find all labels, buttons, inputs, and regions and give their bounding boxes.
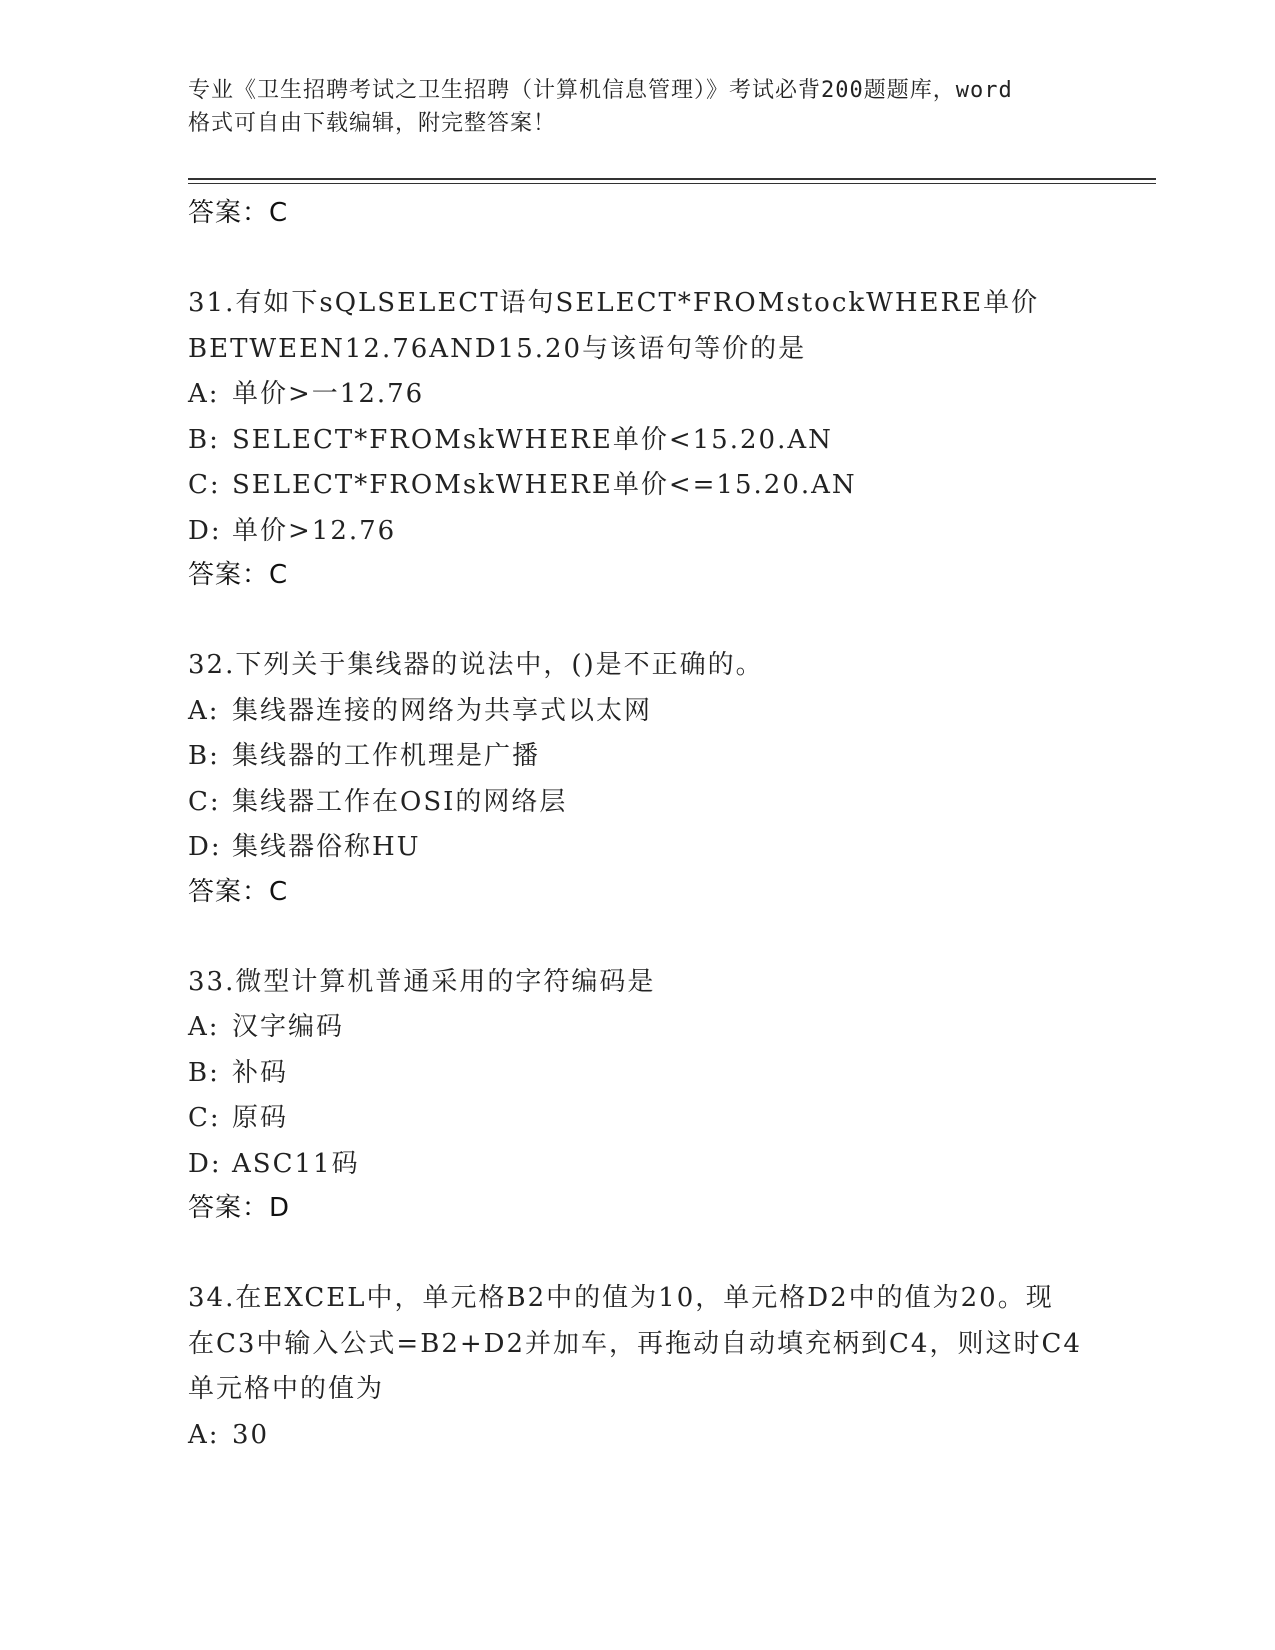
header-rule-thick (188, 178, 1156, 180)
option-key: D: (188, 832, 222, 862)
answer-line: 答案：C (188, 876, 289, 907)
option-text: SELECT*FROMskWHERE单价<=15.20.AN (232, 470, 857, 500)
option-key: C: (188, 470, 221, 500)
question-stem-line: 31.有如下sQLSELECT语句SELECT*FROMstockWHERE单价 (188, 288, 1040, 318)
option-b (188, 1051, 1156, 1097)
question-block (188, 643, 1156, 915)
spacer (188, 598, 1156, 643)
option-a (188, 689, 1156, 735)
question-block (188, 960, 1156, 1232)
header-line-2: 格式可自由下载编辑，附完整答案！ (188, 111, 557, 136)
option-key: A: (188, 379, 220, 409)
option-d (188, 825, 1156, 871)
option-text: ASC11码 (232, 1148, 360, 1179)
option-key: C: (188, 1103, 221, 1133)
question-stem-line: 33.微型计算机普通采用的字符编码是 (188, 966, 656, 997)
option-text: 集线器俗称HU (232, 832, 421, 862)
option-b (188, 734, 1156, 780)
option-a (188, 1005, 1156, 1051)
option-key: D: (188, 1148, 222, 1179)
option-a (188, 1413, 1156, 1459)
question-stem-line: 单元格中的值为 (188, 1374, 385, 1404)
option-c (188, 780, 1156, 826)
option-key: A: (188, 695, 220, 726)
option-d (188, 509, 1156, 555)
option-key: B: (188, 1057, 220, 1088)
spacer (188, 236, 1156, 281)
option-a (188, 372, 1156, 418)
option-key: A: (188, 1012, 220, 1042)
option-text: 集线器连接的网络为共享式以太网 (232, 695, 653, 726)
question-stem-line: 32.下列关于集线器的说法中，()是不正确的。 (188, 650, 764, 680)
answer-line: 答案：D (188, 1193, 291, 1223)
option-b (188, 418, 1156, 464)
question-stem-line: 在C3中输入公式=B2+D2并加车，再拖动自动填充柄到C4，则这时C4 (188, 1328, 1082, 1359)
header-rule-thin (188, 183, 1156, 184)
option-key: D: (188, 515, 222, 546)
option-key: B: (188, 424, 220, 455)
question-stem-line: 34.在EXCEL中，单元格B2中的值为10，单元格D2中的值为20。现 (188, 1283, 1054, 1313)
answer-line: 答案：C (188, 560, 289, 590)
question-stem-line: BETWEEN12.76AND15.20与该语句等价的是 (188, 333, 807, 364)
option-text: 集线器的工作机理是广播 (232, 741, 541, 771)
question-content (188, 192, 1156, 1458)
option-text: 原码 (232, 1103, 289, 1133)
option-c (188, 463, 1156, 509)
question-block (188, 1276, 1156, 1458)
option-text: 补码 (232, 1057, 289, 1088)
option-c (188, 1096, 1156, 1142)
answer-line: 答案：C (188, 198, 289, 228)
spacer (188, 915, 1156, 960)
option-text: SELECT*FROMskWHERE单价<15.20.AN (232, 424, 833, 455)
option-key: C: (188, 786, 221, 817)
option-key: B: (188, 741, 220, 771)
option-text: 30 (232, 1419, 270, 1450)
option-text: 集线器工作在OSI的网络层 (232, 786, 568, 817)
option-text: 汉字编码 (232, 1012, 345, 1042)
question-block (188, 281, 1156, 598)
option-text: 单价>一12.76 (232, 379, 425, 409)
header-line-1: 专业《卫生招聘考试之卫生招聘（计算机信息管理）》考试必背200题题库，word (188, 78, 1013, 103)
option-d (188, 1142, 1156, 1188)
document-header (188, 74, 1088, 140)
option-text: 单价>12.76 (232, 515, 397, 546)
option-key: A: (188, 1419, 220, 1450)
spacer (188, 1231, 1156, 1276)
